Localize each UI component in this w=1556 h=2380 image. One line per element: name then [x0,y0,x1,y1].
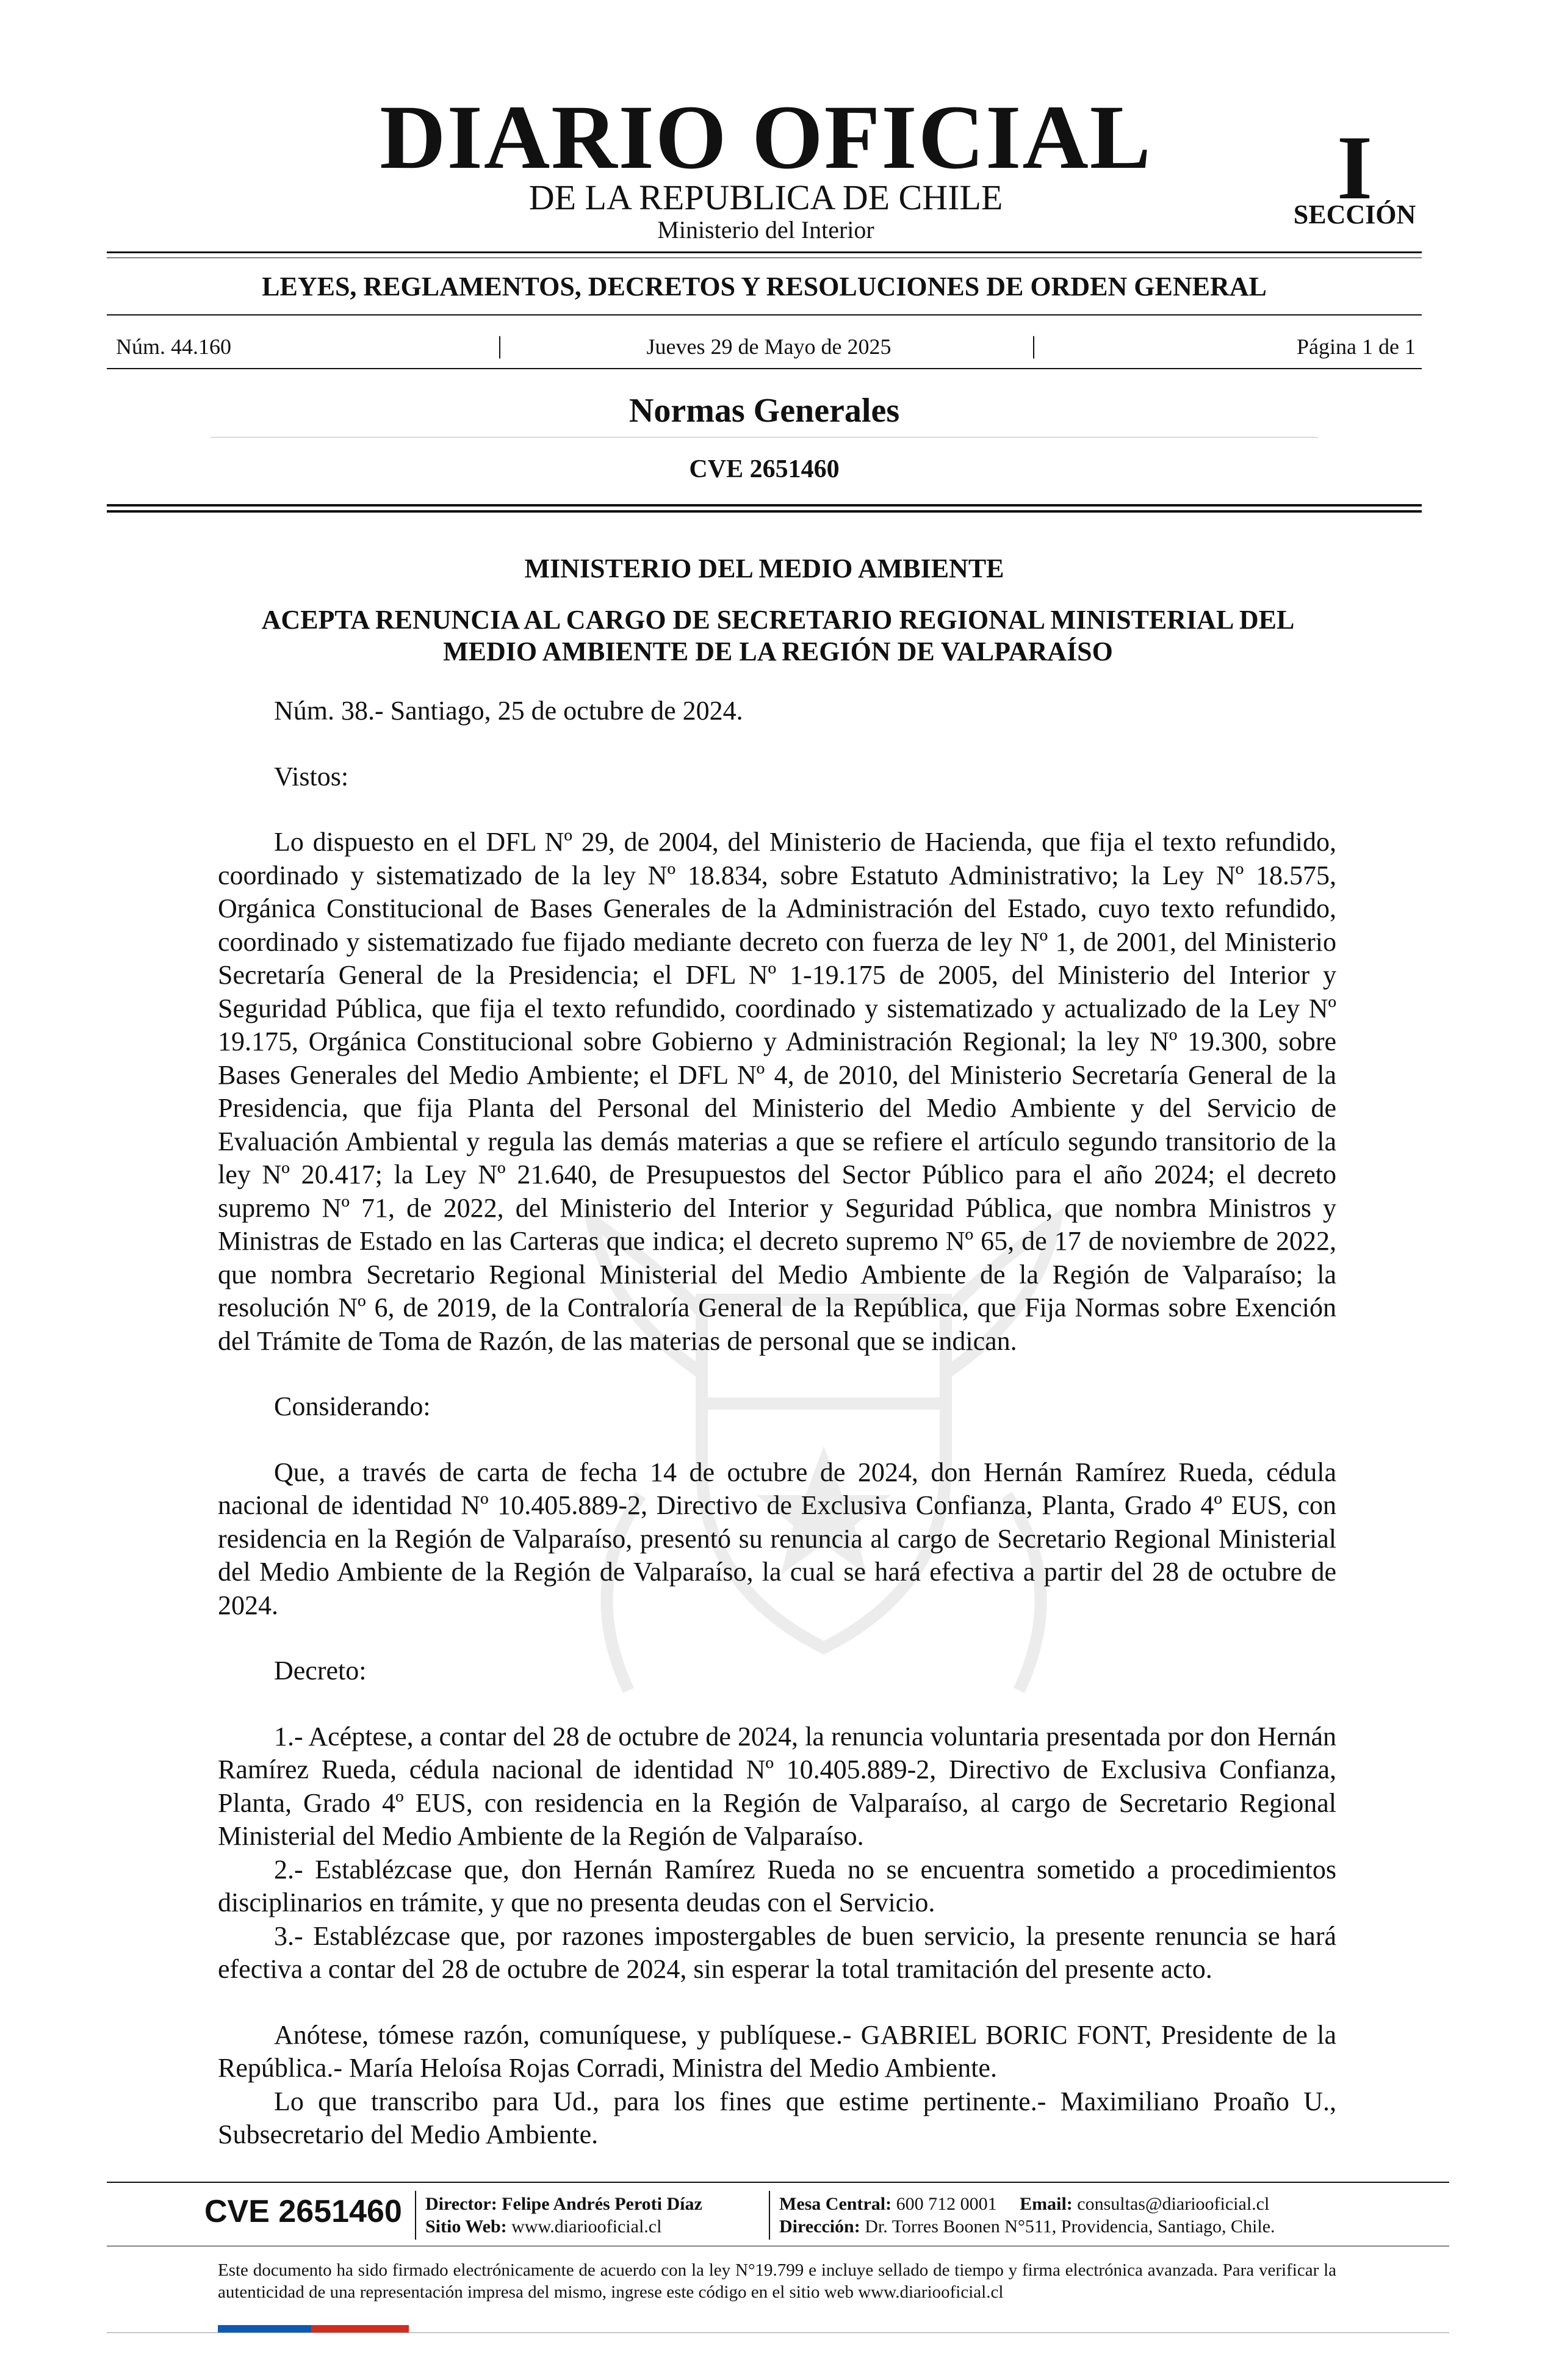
masthead-title: DIARIO OFICIAL [380,87,1152,188]
laws-banner: LEYES, REGLAMENTOS, DECRETOS Y RESOLUCIONES DE ORDEN GENERAL [262,272,1267,301]
header-bottom-rule [107,504,1422,507]
masthead-ministry: Ministerio del Interior [657,216,874,243]
banner-rule [107,314,1422,316]
decree-heading: Núm. 38.- Santiago, 25 de octubre de 2024. [274,696,743,726]
footer-website: Sitio Web: www.diariooficial.cl [425,2216,662,2237]
considerando-label: Considerando: [274,1391,431,1421]
document-ministry: MINISTERIO DEL MEDIO AMBIENTE [524,554,1004,583]
meta-separator-2: | [1031,331,1037,359]
flag-stripe-blue [218,2325,311,2332]
footer-phone-email: Mesa Central: 600 712 0001 Email: consultas@diariooficial.cl [779,2194,1270,2214]
decreto-item-3: 3.- Establézcase que, por razones impostergables de buen servicio, la presente renuncia se hará efectiva a contar del 28 de octubre de 2024, sin esperar la total tramitación del presente acto. [218,1920,1336,1984]
page-count: Página 1 de 1 [1297,334,1416,359]
website-link[interactable]: www.diariooficial.cl [511,2216,662,2237]
issue-number: Núm. 44.160 [116,334,231,359]
masthead-rule-top [107,251,1422,253]
section-title: Normas Generales [629,392,900,430]
document-title: ACEPTA RENUNCIA AL CARGO DE SECRETARIO REGIONAL MINISTERIAL DEL MEDIO AMBIENTE DE LA REGIÓN DE VALPARAÍSO [261,605,1295,666]
section-number: I [1336,117,1373,218]
document-body [218,694,1336,2152]
footer-rule-bottom [107,2332,1449,2333]
cve-code: CVE 2651460 [689,455,840,483]
flag-stripe-red [311,2325,409,2332]
meta-rule [107,368,1422,369]
footer-divider-2 [769,2191,770,2240]
meta-separator-1: | [497,331,503,359]
section-label: SECCIÓN [1293,200,1416,229]
decreto-item-1: 1.- Acéptese, a contar del 28 de octubre de 2024, la renuncia voluntaria presentada por don Hernán Ramírez Rueda, cédula nacional de identidad Nº 10.405.889-2, Directivo de Exclusiva Confianza, Planta, Grado 4º EUS, con residencia en la Región de Valparaíso, al cargo de Secretario Regional Ministerial del Medio Ambiente de la Región de Valparaíso. [218,1721,1336,1851]
closing-paragraph: Anótese, tómese razón, comuníquese, y publíquese.- GABRIEL BORIC FONT, Presidente de la República.- María Heloísa Rojas Corradi, Ministra del Medio Ambiente. [218,2019,1336,2083]
vistos-label: Vistos: [274,761,349,792]
footer-cve-code: CVE 2651460 [204,2194,402,2229]
vistos-paragraph: Lo dispuesto en el DFL Nº 29, de 2004, del Ministerio de Hacienda, que fija el texto refundido, coordinado y sistematizado de la ley Nº 18.834, sobre Estatuto Administrativo; la Ley Nº 18.575, Orgánica Constitucional de Bases Generales de la Administración del Estado, cuyo texto refundido, coordinado y sistematizado fue fijado mediante decreto con fuerza de ley Nº 1, de 2001, del Ministerio Secretaría General de la Presidencia; el DFL Nº 1-19.175 de 2005, del Ministerio del Interior y Seguridad Pública, que fija el texto refundido, coordinado y sistematizado y actualizado de la Ley Nº 19.175, Orgánica Constitucional sobre Gobierno y Administración Regional; la ley Nº 19.300, sobre Bases Generales del Medio Ambiente; el DFL Nº 4, de 2010, del Ministerio Secretaría General de la Presidencia, que fija Planta del Personal del Ministerio del Medio Ambiente y del Servicio de Evaluación Ambiental y regula las demás materias a que se refiere el artículo segundo transitorio de la ley Nº 20.417; la Ley Nº 21.640, de Presupuestos del Sector Público para el año 2024; el decreto supremo Nº 71, de 2022, del Ministerio del Interior y Seguridad Pública, que nombra Ministros y Ministras de Estado en las Carteras que indica; el decreto supremo Nº 65, de 17 de noviembre de 2022, que nombra Secretario Regional Ministerial del Medio Ambiente de la Región de Valparaíso; la resolución Nº 6, de 2019, de la Contraloría General de la República, que Fija Normas sobre Exención del Trámite de Toma de Razón, de las materias de personal que se indican. [218,827,1336,1356]
footer-address: Dirección: Dr. Torres Boonen N°511, Providencia, Santiago, Chile. [779,2216,1275,2237]
footer-contact-block [779,2193,1275,2238]
considerando-paragraph: Que, a través de carta de fecha 14 de octubre de 2024, don Hernán Ramírez Rueda, cédula nacional de identidad Nº 10.405.889-2, Directivo de Exclusiva Confianza, Planta, Grado 4º EUS, con residencia en la Región de Valparaíso, presentó su renuncia al cargo de Secretario Regional Ministerial del Medio Ambiente de la Región de Valparaíso, la cual se hará efectiva a partir del 28 de octubre de 2024. [218,1457,1336,1620]
issue-date: Jueves 29 de Mayo de 2025 [646,334,891,359]
footer-divider-1 [415,2191,416,2240]
decreto-item-2: 2.- Establézcase que, don Hernán Ramírez Rueda no se encuentra sometido a procedimientos disciplinarios en trámite, y que no presenta deudas con el Servicio. [218,1854,1336,1917]
footer-director-block [425,2193,702,2238]
section-title-rule [211,437,1318,438]
header-bottom-rule-2 [107,510,1422,513]
footer-rule-top [107,2182,1449,2183]
transcription-paragraph: Lo que transcribo para Ud., para los fines que estime pertinente.- Maximiliano Proaño U., Subsecretario del Medio Ambiente. [218,2086,1336,2149]
email-link[interactable]: consultas@diariooficial.cl [1077,2194,1270,2214]
decreto-label: Decreto: [274,1656,367,1686]
masthead-subtitle: DE LA REPUBLICA DE CHILE [528,178,1003,217]
footer-director: Director: Felipe Andrés Peroti Díaz [425,2194,702,2214]
footer-legal-notice: Este documento ha sido firmado electrónicamente de acuerdo con la ley N°19.799 e incluye sellado de tiempo y firma electrónica avanzada. Para verificar la autenticidad de una representación impresa del mismo, ingrese este código en el sitio web www.diariooficial.cl [218,2260,1336,2302]
